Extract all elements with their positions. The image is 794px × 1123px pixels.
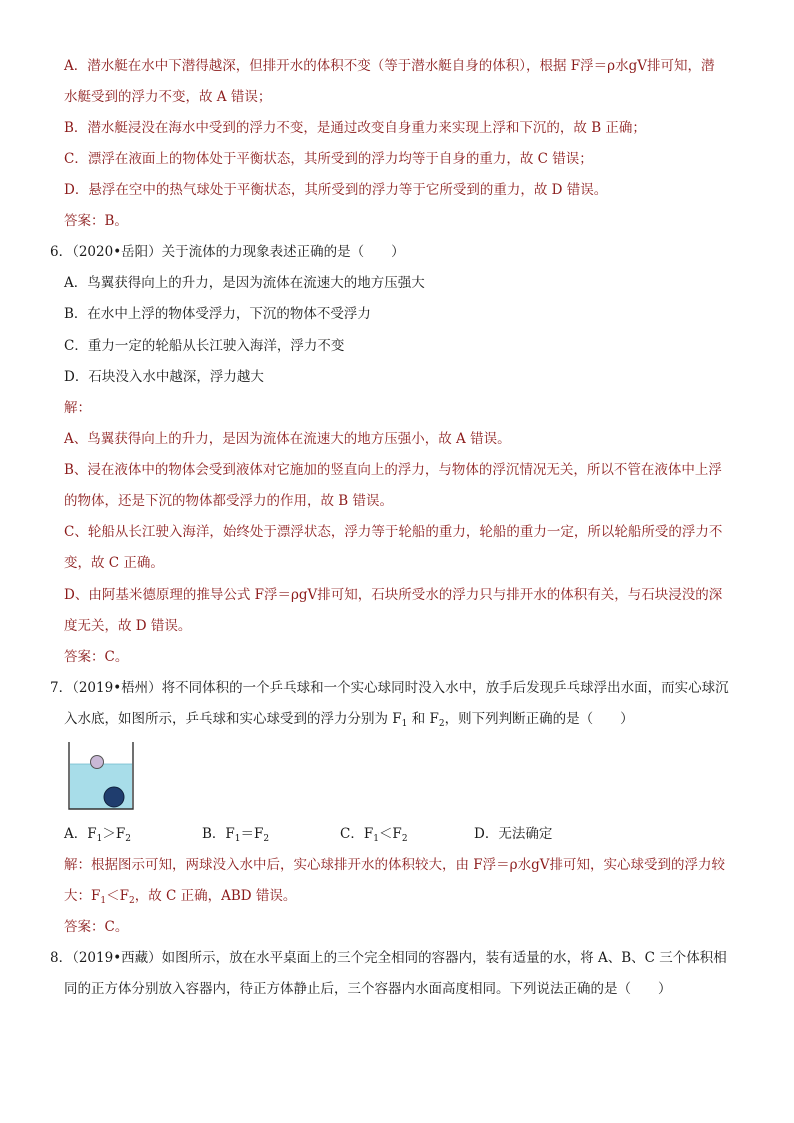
q7-solution-line2: 大：$F_1<F_2$，故 C 正确，ABD 错误。 (64, 888, 297, 906)
q7-stem-line2: 入水底，如图所示，乒乓球和实心球受到的浮力分别为 $F_1$ 和 $F_2$，则下列判断正确的是（ ） (64, 711, 634, 729)
q5-solution-d: D．悬浮在空中的热气球处于平衡状态，其所受到的浮力等于它所受到的重力，故 D 错误。 (64, 182, 608, 198)
q7-stem-line1: 7．（2019•梧州）将不同体积的一个乒乓球和一个实心球同时没入水中，放手后发现乒乓球浮出水面，而实心球沉 (50, 680, 729, 696)
q7-option-a: A．$F_1>F_2$ (64, 826, 131, 844)
q6-solution-d-line1: D、由阿基米德原理的推导公式 F浮＝ρgV排可知，石块所受水的浮力只与排开水的体积有关，与石块浸没的深 (64, 587, 723, 603)
q6-option-d: D．石块没入水中越深，浮力越大 (64, 369, 264, 385)
q7-option-d: D．无法确定 (474, 826, 553, 842)
q8-stem-line1: 8．（2019•西藏）如图所示，放在水平桌面上的三个完全相同的容器内，装有适量的水，将 A、B、C 三个体积相 (50, 950, 727, 966)
q7-answer: 答案：C。 (64, 919, 129, 935)
q7-option-c: C．$F_1<F_2$ (340, 826, 408, 844)
q5-solution-c: C．漂浮在液面上的物体处于平衡状态，其所受到的浮力均等于自身的重力，故 C 错误； (64, 151, 593, 167)
q6-solution-a: A、鸟翼获得向上的升力，是因为流体在流速大的地方压强小，故 A 错误。 (64, 431, 511, 447)
q6-option-b: B．在水中上浮的物体受浮力，下沉的物体不受浮力 (64, 306, 371, 322)
q5-solution-a-line1: A．潜水艇在水中下潜得越深，但排开水的体积不变（等于潜水艇自身的体积），根据 F浮＝ρ水gV排可知，潜 (64, 58, 715, 74)
ping-pong-ball (91, 756, 104, 769)
q6-solution-c-line2: 变，故 C 正确。 (64, 555, 164, 571)
q7-beaker-figure (68, 742, 134, 810)
q6-stem: 6．（2020•岳阳）关于流体的力现象表述正确的是（ ） (50, 244, 405, 260)
q6-solution-d-line2: 度无关，故 D 错误。 (64, 618, 192, 634)
q6-option-a: A．鸟翼获得向上的升力，是因为流体在流速大的地方压强大 (64, 275, 425, 291)
q5-solution-b: B．潜水艇浸没在海水中受到的浮力不变，是通过改变自身重力来实现上浮和下沉的，故 B 正确； (64, 120, 646, 136)
q6-option-c: C．重力一定的轮船从长江驶入海洋，浮力不变 (64, 338, 345, 354)
q8-stem-line2: 同的正方体分别放入容器内，待正方体静止后，三个容器内水面高度相同。下列说法正确的是（ ） (64, 981, 672, 997)
q6-answer: 答案：C。 (64, 649, 129, 665)
q6-solution-b-line2: 的物体，还是下沉的物体都受浮力的作用，故 B 错误。 (64, 493, 394, 509)
q7-option-b: B．$F_1=F_2$ (202, 826, 270, 844)
q6-jie-label: 解： (64, 400, 91, 416)
q6-solution-b-line1: B、浸在液体中的物体会受到液体对它施加的竖直向上的浮力，与物体的浮沉情况无关，所以不管在液体中上浮 (64, 462, 722, 478)
solid-ball (104, 787, 124, 807)
q5-solution-a-line2: 水艇受到的浮力不变，故 A 错误； (64, 89, 272, 105)
q6-solution-c-line1: C、轮船从长江驶入海洋，始终处于漂浮状态，浮力等于轮船的重力，轮船的重力一定，所以轮船所受的浮力不 (64, 524, 723, 540)
q7-solution-line1: 解：根据图示可知，两球没入水中后，实心球排开水的体积较大，由 F浮＝ρ水gV排可知，实心球受到的浮力较 (64, 857, 725, 873)
q5-answer: 答案：B。 (64, 213, 128, 229)
